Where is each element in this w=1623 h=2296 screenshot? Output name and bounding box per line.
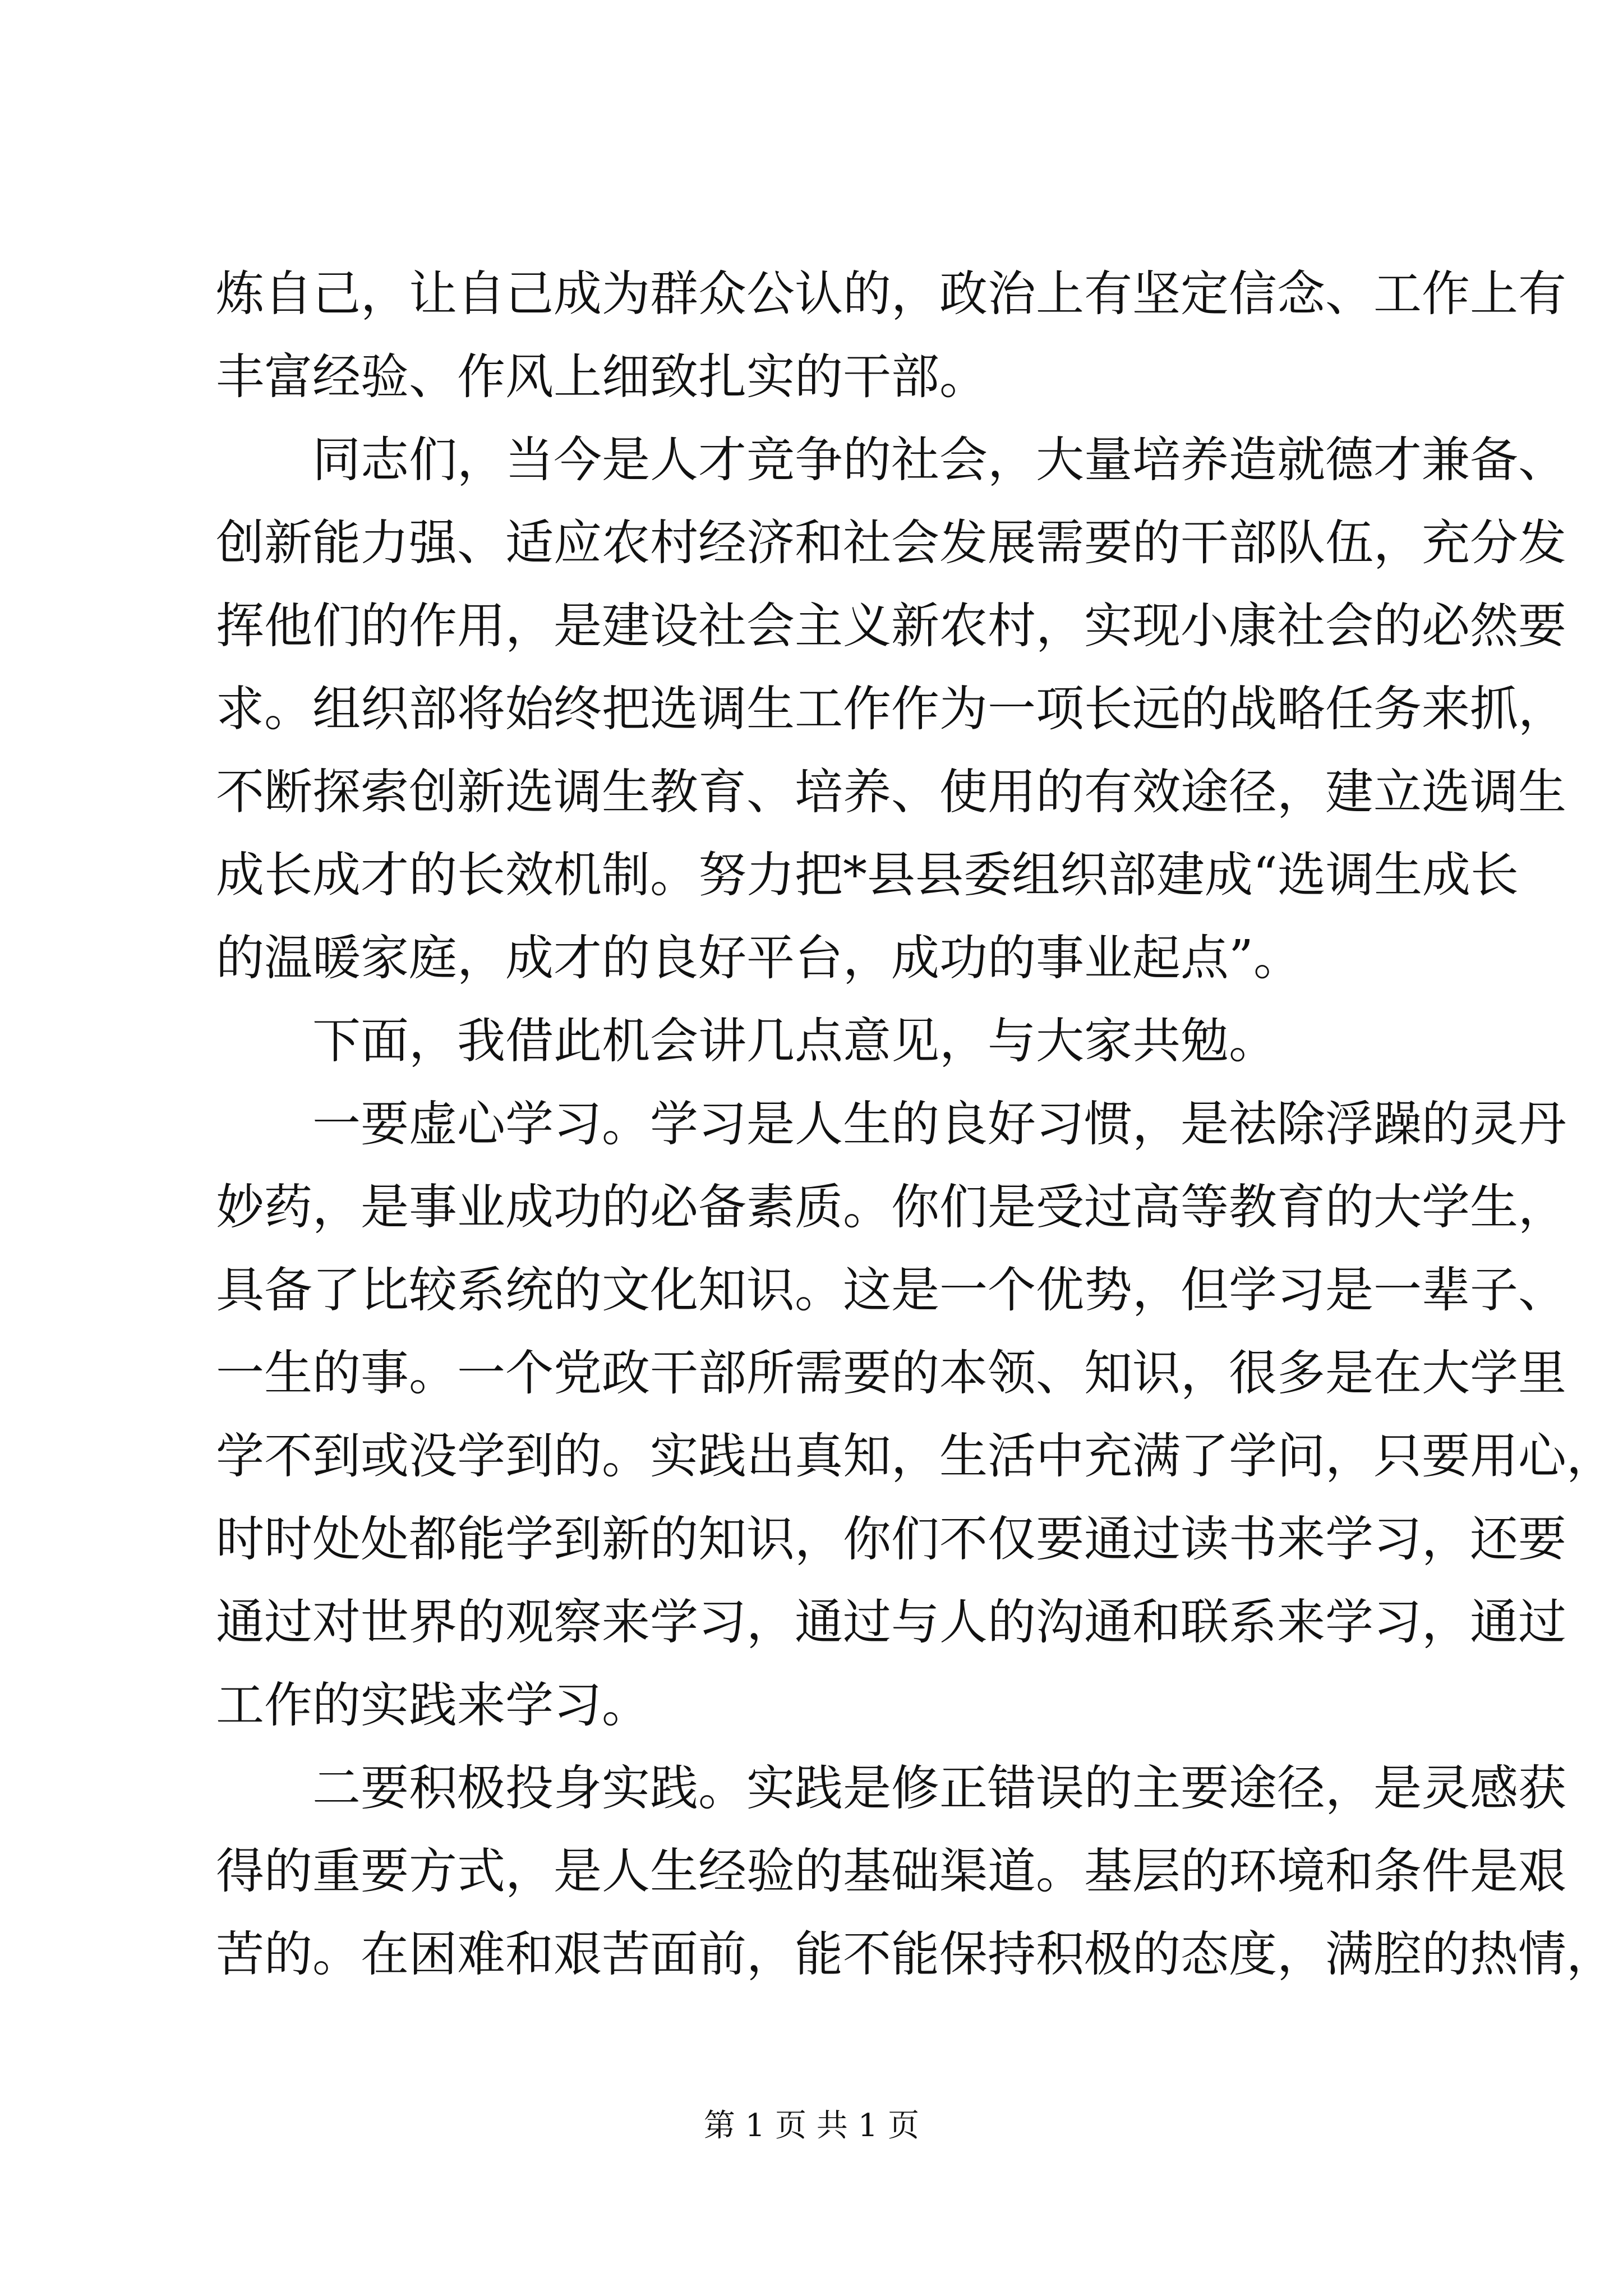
text-line: 创新能力强、适应农村经济和社会发展需要的干部队伍，充分发	[216, 515, 1566, 571]
text-line: 挥他们的作用，是建设社会主义新农村，实现小康社会的必然要	[216, 598, 1566, 654]
paragraph-first-line: 一要虚心学习。学习是人生的良好习惯，是祛除浮躁的灵丹	[312, 1096, 1566, 1152]
text-line: 的温暖家庭，成才的良好平台，成功的事业起点”。	[216, 930, 1302, 986]
page-number-label: 第 1 页 共 1 页	[703, 2108, 920, 2144]
text-line: 丰富经验、作风上细致扎实的干部。	[216, 349, 988, 405]
text-line: 具备了比较系统的文化知识。这是一个优势，但学习是一辈子、	[216, 1262, 1566, 1318]
paragraph-first-line: 下面，我借此机会讲几点意见，与大家共勉。	[312, 1013, 1277, 1069]
text-line: 求。组织部将始终把选调生工作作为一项长远的战略任务来抓，	[216, 681, 1566, 737]
text-line: 成长成才的长效机制。努力把*县县委组织部建成“选调生成长	[216, 847, 1519, 903]
text-line: 通过对世界的观察来学习，通过与人的沟通和联系来学习，通过	[216, 1594, 1566, 1650]
text-line: 炼自己，让自己成为群众公认的，政治上有坚定信念、工作上有	[216, 266, 1566, 322]
text-line: 妙药，是事业成功的必备素质。你们是受过高等教育的大学生，	[216, 1179, 1566, 1235]
text-line: 一生的事。一个党政干部所需要的本领、知识，很多是在大学里	[216, 1345, 1566, 1401]
document-body	[216, 252, 1615, 1996]
text-line: 不断探索创新选调生教育、培养、使用的有效途径，建立选调生	[216, 764, 1566, 820]
page-footer	[0, 2104, 1623, 2148]
text-line: 得的重要方式，是人生经验的基础渠道。基层的环境和条件是艰	[216, 1843, 1566, 1899]
text-line: 时时处处都能学到新的知识，你们不仅要通过读书来学习，还要	[216, 1511, 1566, 1567]
text-line: 苦的。在困难和艰苦面前，能不能保持积极的态度，满腔的热情，	[216, 1926, 1615, 1982]
paragraph-first-line: 二要积极投身实践。实践是修正错误的主要途径，是灵感获	[312, 1760, 1566, 1816]
text-line: 工作的实践来学习。	[216, 1677, 650, 1733]
text-line: 学不到或没学到的。实践出真知，生活中充满了学问，只要用心，	[216, 1428, 1615, 1484]
paragraph-first-line: 同志们，当今是人才竞争的社会，大量培养造就德才兼备、	[312, 432, 1566, 488]
